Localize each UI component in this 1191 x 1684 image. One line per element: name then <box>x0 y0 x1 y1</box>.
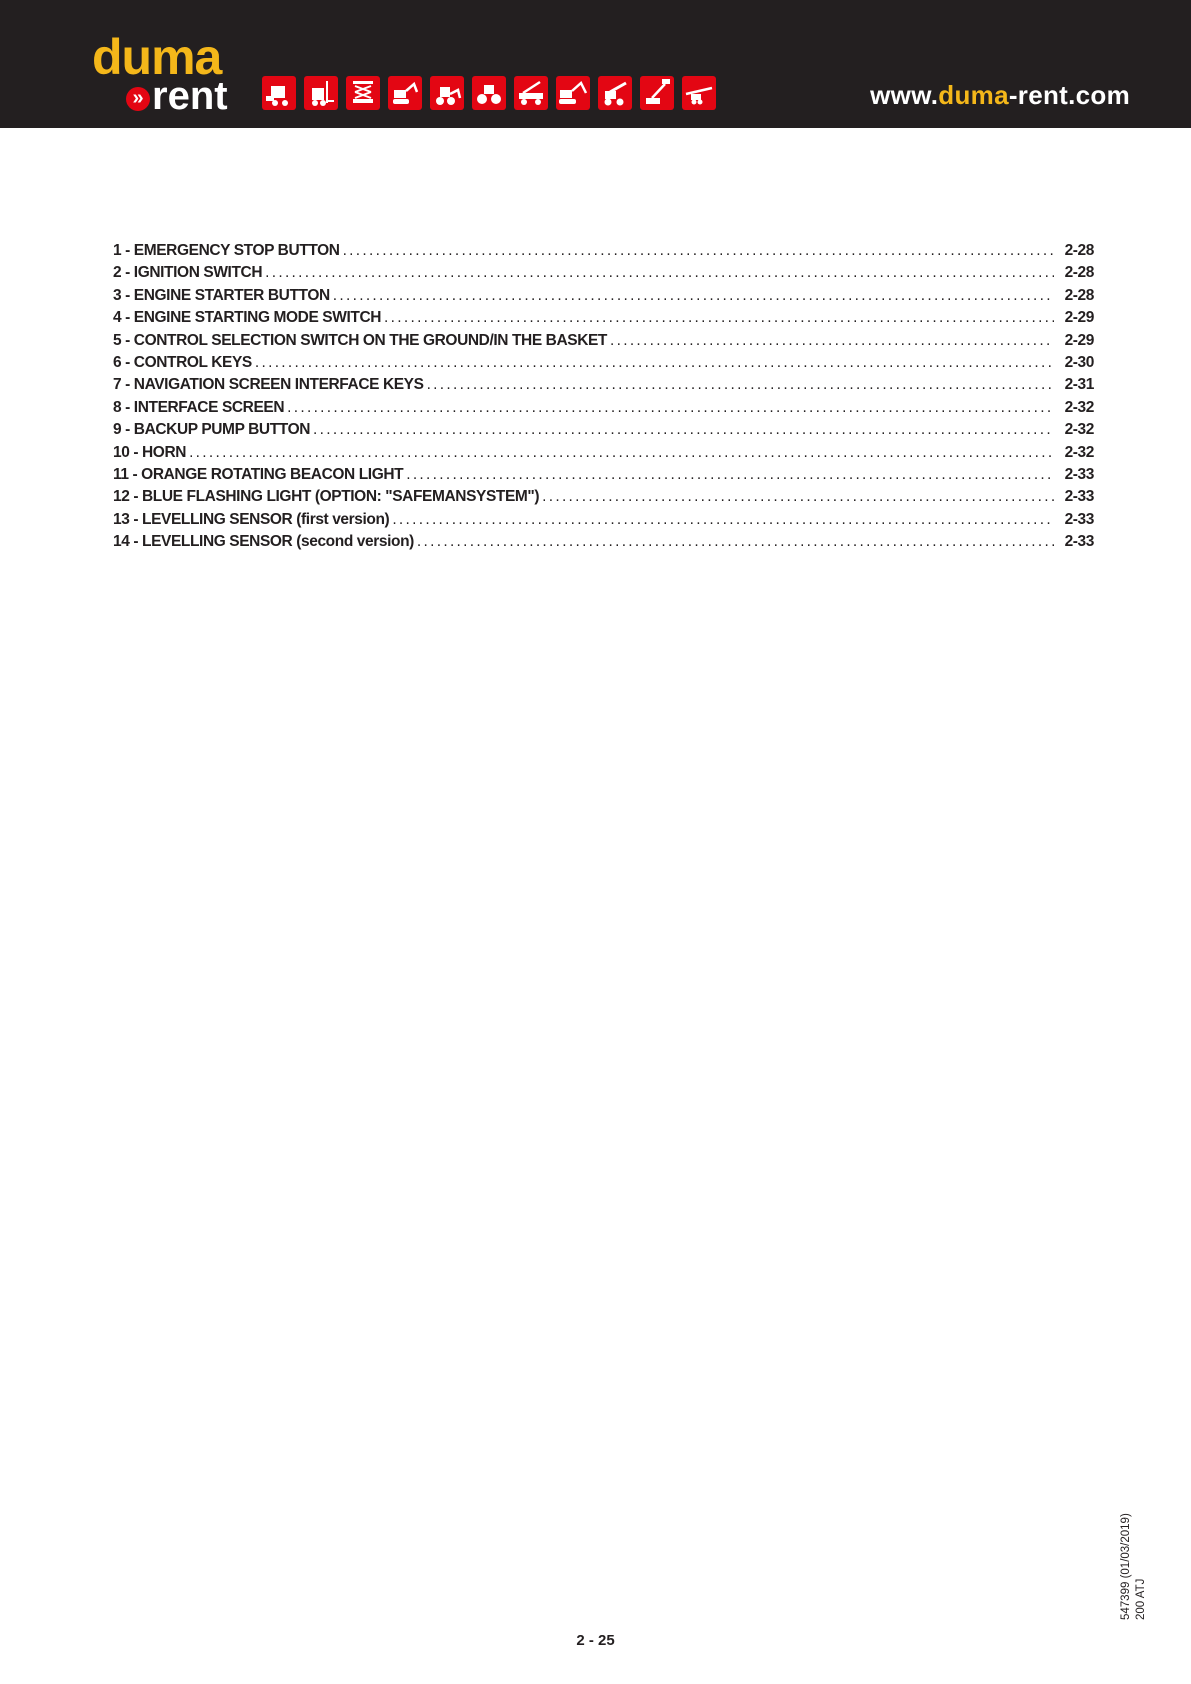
compactor-icon <box>472 76 506 110</box>
toc-leader-dots <box>189 444 1054 462</box>
toc-leader-dots <box>265 264 1054 282</box>
toc-leader-dots <box>542 488 1054 506</box>
toc-entry-page: 2-28 <box>1064 264 1094 282</box>
toc-entry-page: 2-33 <box>1064 488 1094 506</box>
toc-entry[interactable] <box>113 488 1094 510</box>
toc-entry[interactable] <box>113 466 1094 488</box>
toc-leader-dots <box>255 354 1054 372</box>
toc-entry[interactable] <box>113 399 1094 421</box>
doc-ref-model: 200 ATJ <box>1135 1578 1147 1620</box>
toc-entry-title: 3 - ENGINE STARTER BUTTON <box>113 286 330 304</box>
toc-entry-title: 5 - CONTROL SELECTION SWITCH ON THE GROUND/IN THE BASKET <box>113 331 607 349</box>
toc-leader-dots <box>384 309 1054 327</box>
toc-leader-dots <box>406 466 1054 484</box>
wheel-loader-icon <box>430 76 464 110</box>
toc-leader-dots <box>343 242 1054 260</box>
website-link[interactable] <box>870 80 1130 111</box>
toc-entry-title: 6 - CONTROL KEYS <box>113 353 252 371</box>
toc-entry-title: 9 - BACKUP PUMP BUTTON <box>113 421 311 439</box>
toc-entry-page: 2-32 <box>1064 398 1094 416</box>
toc-entry-page: 2-28 <box>1064 286 1094 304</box>
aerial-platform-icon <box>682 76 716 110</box>
toc-leader-dots <box>427 376 1054 394</box>
logo-rent-text: rent <box>152 74 228 118</box>
toc-entry[interactable] <box>113 376 1094 398</box>
toc-entry-page: 2-28 <box>1064 242 1094 259</box>
toc-entry-title: 1 - EMERGENCY STOP BUTTON <box>113 242 340 259</box>
toc-entry[interactable] <box>113 444 1094 466</box>
forklift-icon <box>304 76 338 110</box>
toc-entry-title: 13 - LEVELLING SENSOR (first version) <box>113 510 390 528</box>
logo-duma-text: duma <box>92 29 222 85</box>
toc-leader-dots <box>610 332 1054 350</box>
scissor-lift-icon <box>346 76 380 110</box>
website-prefix: www. <box>870 80 939 110</box>
toc-leader-dots <box>417 533 1054 551</box>
excavator-icon <box>556 76 590 110</box>
toc-entry[interactable] <box>113 287 1094 309</box>
toc-leader-dots <box>392 511 1054 529</box>
toc-entry-page: 2-30 <box>1064 353 1094 371</box>
mini-excavator-icon <box>388 76 422 110</box>
skid-steer-loader-icon <box>262 76 296 110</box>
toc-leader-dots <box>287 399 1054 417</box>
toc-entry[interactable] <box>113 264 1094 286</box>
toc-entry[interactable] <box>113 332 1094 354</box>
toc-entry-page: 2-32 <box>1064 443 1094 461</box>
toc-leader-dots <box>333 287 1054 305</box>
telehandler-icon <box>598 76 632 110</box>
toc-leader-dots <box>313 421 1054 439</box>
toc-entry-page: 2-29 <box>1064 309 1094 327</box>
toc-entry-title: 12 - BLUE FLASHING LIGHT (OPTION: "SAFEMANSYSTEM") <box>113 488 540 506</box>
toc-entry[interactable] <box>113 421 1094 443</box>
toc-entry[interactable] <box>113 242 1094 264</box>
duma-rent-logo[interactable] <box>90 29 240 118</box>
toc-entry-page: 2-33 <box>1064 465 1094 483</box>
website-suffix: -rent.com <box>1008 80 1130 110</box>
logo-arrow-icon: » <box>126 87 150 111</box>
toc-entry[interactable] <box>113 533 1094 555</box>
truck-crane-icon <box>514 76 548 110</box>
toc-entry[interactable] <box>113 309 1094 331</box>
doc-ref-code: 547399 (01/03/2019) <box>1120 1513 1132 1620</box>
toc-entry-page: 2-33 <box>1064 533 1094 551</box>
toc-entry-title: 11 - ORANGE ROTATING BEACON LIGHT <box>113 465 404 483</box>
page-number: 2 - 25 <box>576 1632 615 1649</box>
toc-entry-page: 2-31 <box>1064 376 1094 394</box>
toc-entry-title: 4 - ENGINE STARTING MODE SWITCH <box>113 309 382 327</box>
website-highlight: duma <box>938 80 1009 110</box>
toc-entry-title: 2 - IGNITION SWITCH <box>113 264 263 282</box>
page-header <box>0 0 1191 128</box>
toc-entry-title: 8 - INTERFACE SCREEN <box>113 398 285 416</box>
toc-entry-title: 14 - LEVELLING SENSOR (second version) <box>113 533 414 551</box>
toc-entry-page: 2-32 <box>1064 421 1094 439</box>
toc-entry-page: 2-29 <box>1064 331 1094 349</box>
toc-entry-title: 10 - HORN <box>113 443 187 461</box>
toc-entry[interactable] <box>113 511 1094 533</box>
toc-entry-page: 2-33 <box>1064 510 1094 528</box>
table-of-contents <box>113 242 1094 555</box>
boom-lift-icon <box>640 76 674 110</box>
toc-entry[interactable] <box>113 354 1094 376</box>
toc-entry-title: 7 - NAVIGATION SCREEN INTERFACE KEYS <box>113 376 424 394</box>
